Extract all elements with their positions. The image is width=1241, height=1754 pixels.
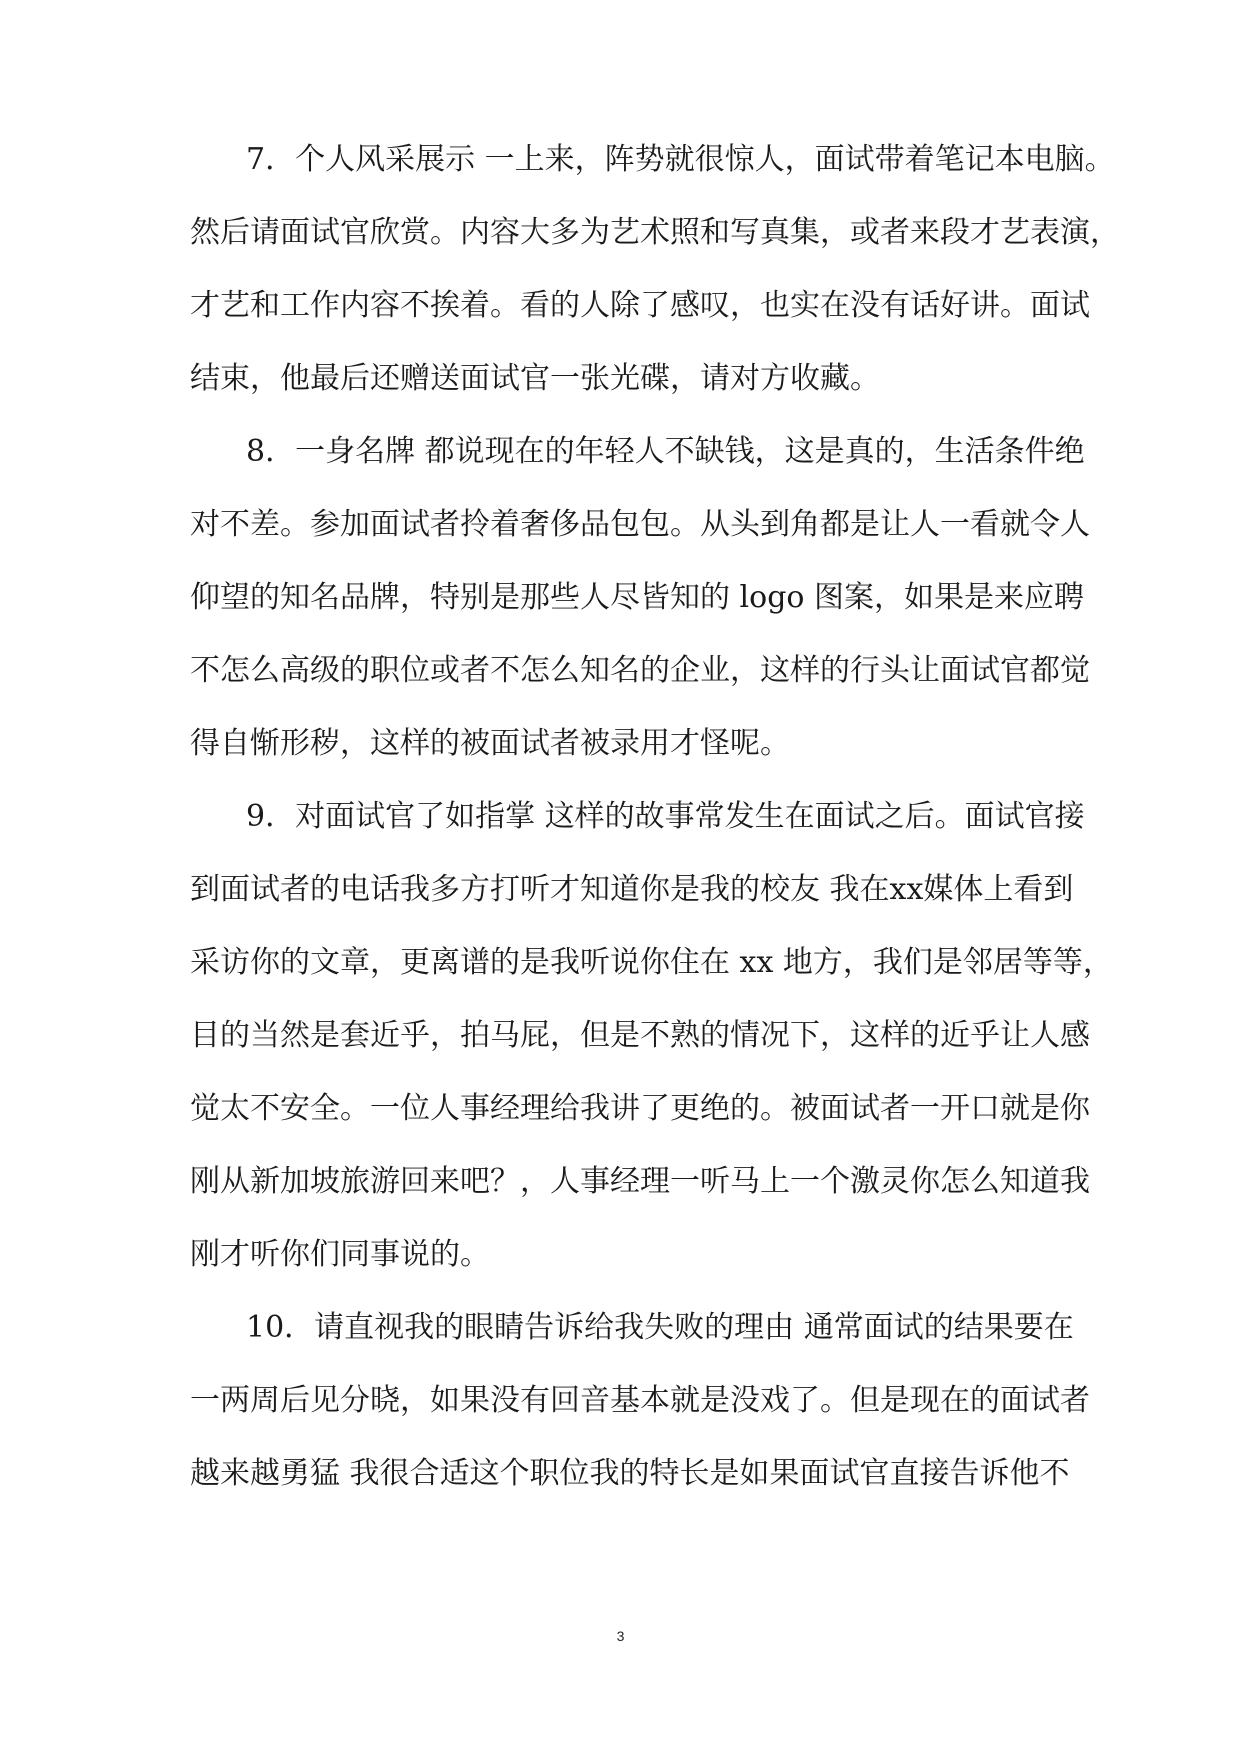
text-line: 仰望的知名品牌，特别是那些人尽皆知的 logo 图案，如果是来应聘 [190,580,1084,615]
text-line: 觉太不安全。一位人事经理给我讲了更绝的。被面试者一开口就是你 [190,1091,1090,1126]
text-line: 到面试者的电话我多方打听才知道你是我的校友 我在xx媒体上看到 [190,872,1074,907]
text-line: 刚从新加坡旅游回来吧？，人事经理一听马上一个激灵你怎么知道我 [190,1164,1090,1199]
text-line: 结束，他最后还赠送面试官一张光碟，请对方收藏。 [190,361,880,396]
text-line: 越来越勇猛 我很合适这个职位我的特长是如果面试官直接告诉他不 [190,1456,1070,1491]
text-line: 8．一身名牌 都说现在的年轻人不缺钱，这是真的，生活条件绝 [246,434,1085,469]
page-number: 3 [616,1628,625,1644]
text-line: 得自惭形秽，这样的被面试者被录用才怪呢。 [190,726,790,761]
text-line: 刚才听你们同事说的。 [190,1237,490,1272]
text-line: 然后请面试官欣赏。内容大多为艺术照和写真集，或者来段才艺表演， [190,215,1120,250]
text-line: 才艺和工作内容不挨着。看的人除了感叹，也实在没有话好讲。面试 [190,288,1090,323]
text-line: 目的当然是套近乎，拍马屁，但是不熟的情况下，这样的近乎让人感 [190,1018,1090,1053]
text-line: 一两周后见分晓，如果没有回音基本就是没戏了。但是现在的面试者 [190,1383,1090,1418]
text-line: 9．对面试官了如指掌 这样的故事常发生在面试之后。面试官接 [246,799,1085,834]
text-line: 不怎么高级的职位或者不怎么知名的企业，这样的行头让面试官都觉 [190,653,1090,688]
text-line: 采访你的文章，更离谱的是我听说你住在 xx 地方，我们是邻居等等， [190,945,1113,980]
text-line: 7．个人风采展示 一上来，阵势就很惊人，面试带着笔记本电脑。 [246,142,1115,177]
text-line: 10．请直视我的眼睛告诉给我失败的理由 通常面试的结果要在 [246,1310,1074,1345]
text-line: 对不差。参加面试者拎着奢侈品包包。从头到角都是让人一看就令人 [190,507,1090,542]
